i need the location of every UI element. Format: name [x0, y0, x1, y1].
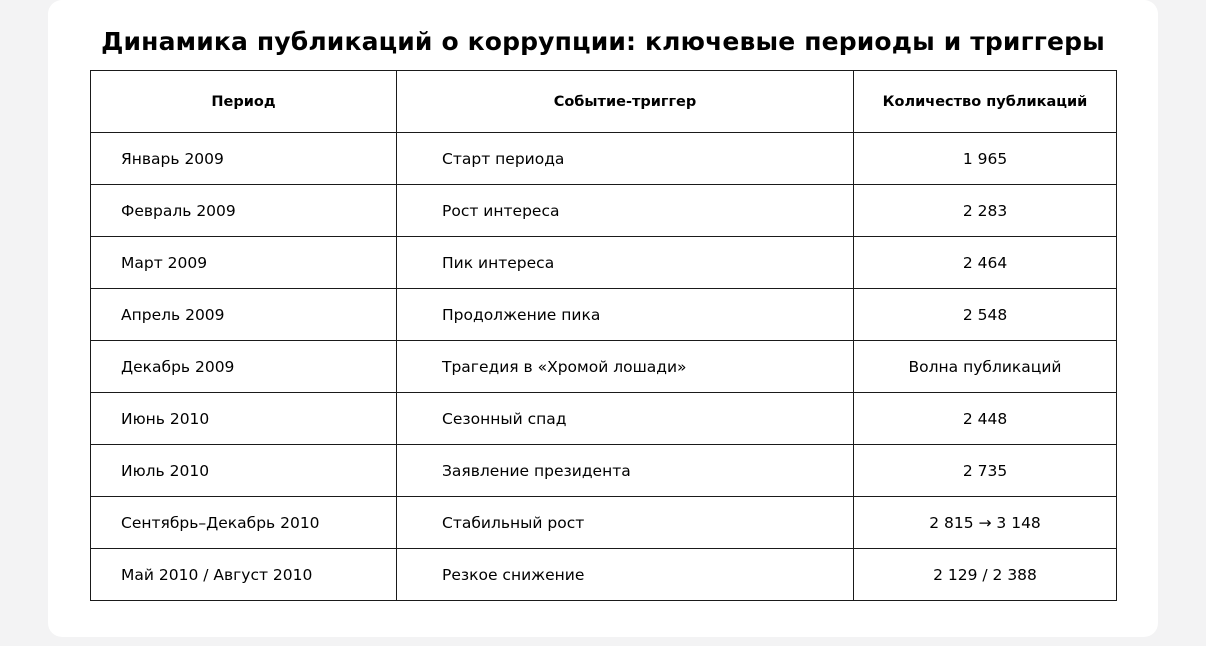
publications-table [90, 70, 1117, 601]
cell-period: Июнь 2010 [91, 393, 397, 445]
cell-period: Февраль 2009 [91, 185, 397, 237]
table-row [91, 341, 1117, 393]
cell-period: Март 2009 [91, 237, 397, 289]
cell-count: 2 464 [854, 237, 1117, 289]
cell-period: Январь 2009 [91, 133, 397, 185]
cell-event: Заявление президента [397, 445, 854, 497]
table-row [91, 445, 1117, 497]
cell-period: Апрель 2009 [91, 289, 397, 341]
cell-event: Трагедия в «Хромой лошади» [397, 341, 854, 393]
cell-event: Стабильный рост [397, 497, 854, 549]
cell-count: 2 129 / 2 388 [854, 549, 1117, 601]
cell-event: Рост интереса [397, 185, 854, 237]
table-row [91, 393, 1117, 445]
cell-event: Сезонный спад [397, 393, 854, 445]
table-row [91, 237, 1117, 289]
cell-count: 2 735 [854, 445, 1117, 497]
cell-event: Продолжение пика [397, 289, 854, 341]
table-row [91, 497, 1117, 549]
table-row [91, 549, 1117, 601]
cell-period: Июль 2010 [91, 445, 397, 497]
cell-period: Май 2010 / Август 2010 [91, 549, 397, 601]
table-row [91, 185, 1117, 237]
cell-count: 2 283 [854, 185, 1117, 237]
table-header-row [91, 71, 1117, 133]
cell-event: Старт периода [397, 133, 854, 185]
cell-count: 2 448 [854, 393, 1117, 445]
cell-count: 1 965 [854, 133, 1117, 185]
column-header-period: Период [91, 71, 397, 133]
cell-count: Волна публикаций [854, 341, 1117, 393]
column-header-event: Событие-триггер [397, 71, 854, 133]
cell-count: 2 815 → 3 148 [854, 497, 1117, 549]
cell-event: Пик интереса [397, 237, 854, 289]
table-row [91, 133, 1117, 185]
table-row [91, 289, 1117, 341]
cell-count: 2 548 [854, 289, 1117, 341]
cell-event: Резкое снижение [397, 549, 854, 601]
cell-period: Сентябрь–Декабрь 2010 [91, 497, 397, 549]
column-header-count: Количество публикаций [854, 71, 1117, 133]
cell-period: Декабрь 2009 [91, 341, 397, 393]
page-title: Динамика публикаций о коррупции: ключевые периоды и триггеры [101, 27, 1105, 56]
